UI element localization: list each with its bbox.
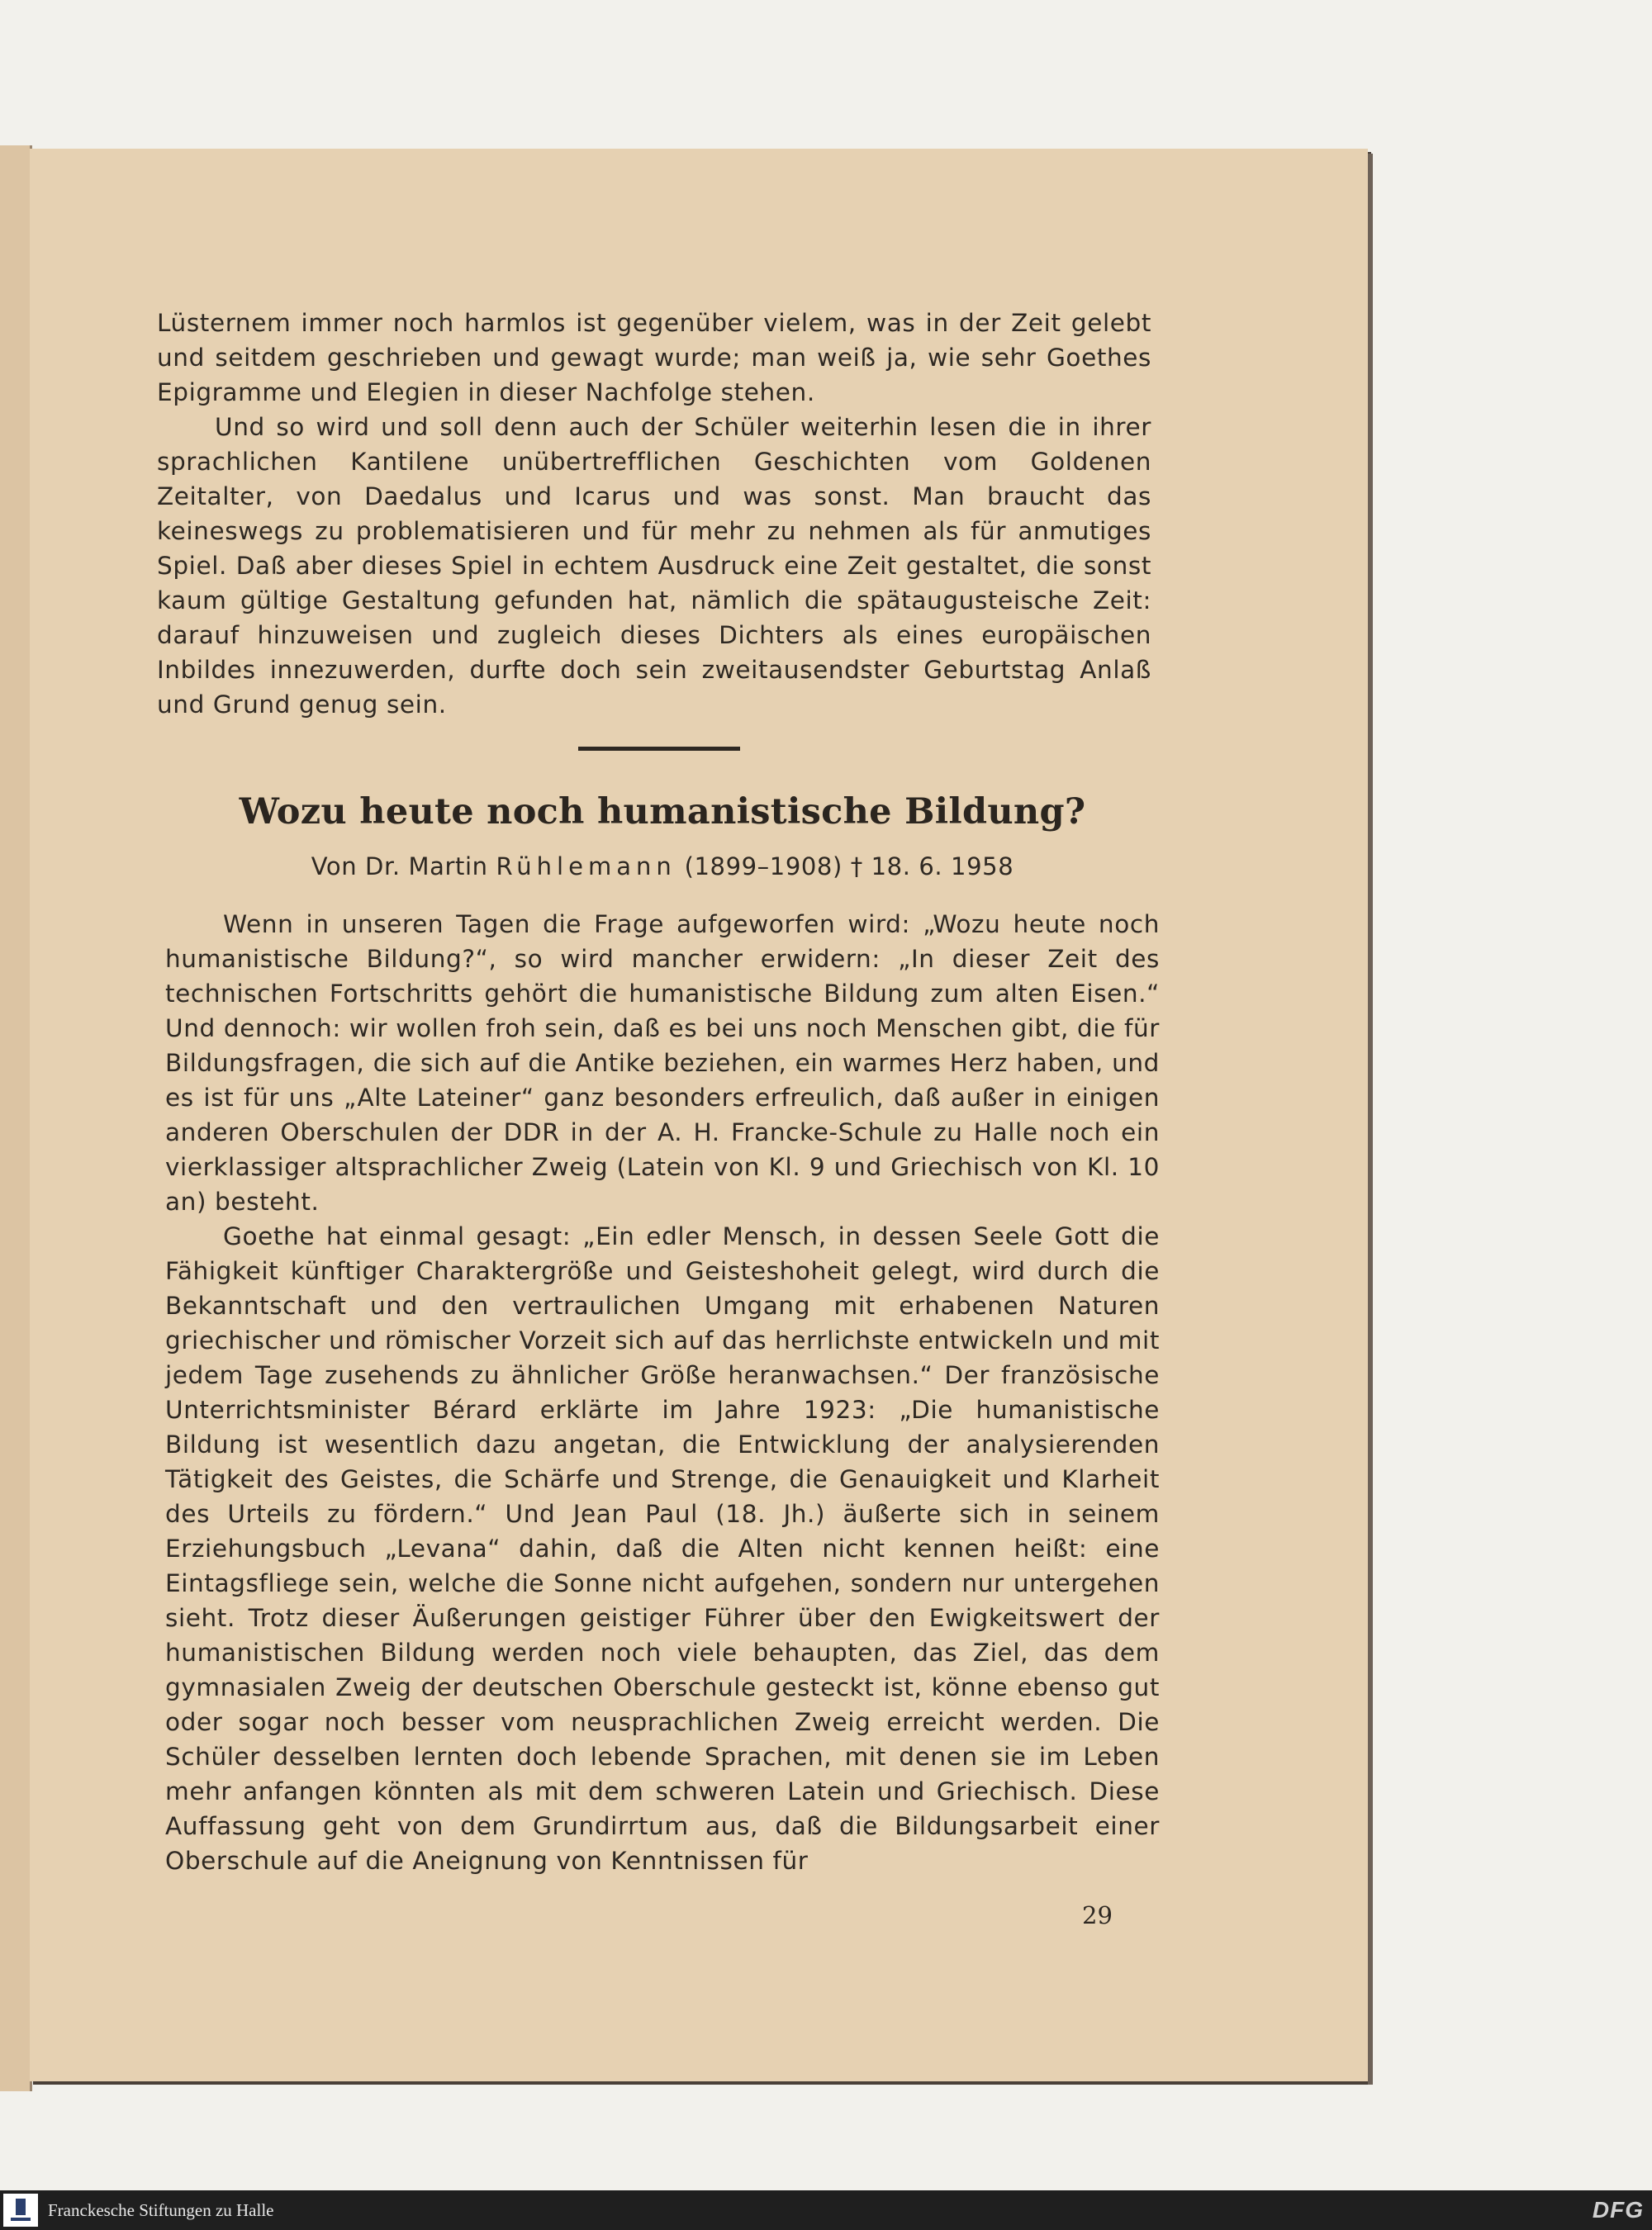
byline-surname: Rühlemann	[496, 852, 676, 880]
article-title: Wozu heute noch humanistische Bildung?	[239, 791, 1086, 833]
facing-page-edge	[0, 145, 32, 2091]
byline-suffix: (1899–1908) † 18. 6. 1958	[684, 852, 1014, 880]
viewer-footer-bar	[0, 2190, 1652, 2230]
page-edge-shadow	[1368, 154, 1373, 2085]
paragraph: Wenn in unseren Tagen die Frage aufgeworfen wird: „Wozu heute noch humanistische Bildung?“, so wird mancher erwidern: „In dieser Zeit des technischen Fortschritts gehört die humanistische Bildung zum alten Eisen.“ Und dennoch: wir wollen froh sein, daß es bei uns noch Menschen gibt, die für Bildungsfragen, die sich auf die Antike beziehen, ein warmes Herz haben, und es ist für uns „Alte Lateiner“ ganz besonders erfreulich, daß außer in einigen anderen Oberschulen der DDR in der A. H. Francke-Schule zu Halle noch ein vierklassiger altsprachlicher Zweig (Latein von Kl. 9 und Griechisch von Kl. 10 an) besteht.	[165, 910, 1160, 1216]
continued-text	[157, 306, 1151, 722]
institution-name: Franckesche Stiftungen zu Halle	[48, 2200, 274, 2220]
page-number: 29	[1082, 1901, 1113, 1929]
paragraph: Und so wird und soll denn auch der Schüler weiterhin lesen die in ihrer sprachlichen Kantilene unübertrefflichen Geschichten vom Goldenen Zeitalter, von Daedalus und Icarus und was sonst. Man braucht das keineswegs zu problematisieren und für mehr zu nehmen als für anmutiges Spiel. Daß aber dieses Spiel in echtem Ausdruck eine Zeit gestaltet, die sonst kaum gültige Gestaltung gefunden hat, nämlich die spätaugusteische Zeit: darauf hinzuweisen und zugleich dieses Dichters als eines europäischen Inbildes innezuwerden, durfte doch sein zweitausendster Geburtstag Anlaß und Grund genug sein.	[157, 413, 1151, 719]
article-body	[165, 907, 1160, 1878]
institution-logo-icon	[3, 2194, 38, 2227]
paragraph: Lüsternem immer noch harmlos ist gegenüber vielem, was in der Zeit gelebt und seitdem geschrieben und gewagt wurde; man weiß ja, wie sehr Goethes Epigramme und Elegien in dieser Nachfolge stehen.	[157, 309, 1151, 406]
byline-prefix: Von Dr. Martin	[311, 852, 488, 880]
section-divider	[578, 747, 740, 751]
article-byline	[165, 852, 1160, 880]
dfg-logo: DFG	[1592, 2197, 1644, 2223]
paragraph: Goethe hat einmal gesagt: „Ein edler Mensch, in dessen Seele Gott die Fähigkeit künftiger Charaktergröße und Geisteshoheit gelegt, wird durch die Bekanntschaft und den vertraulichen Umgang mit erhabenen Naturen griechischer und römischer Vorzeit sich auf das herrlichste entwickeln und mit jedem Tage zusehends zu ähnlicher Größe heranwachsen.“ Der französische Unterrichtsminister Bérard erklärte im Jahre 1923: „Die humanistische Bildung ist wesentlich dazu angetan, die Entwicklung der analysierenden Tätigkeit des Geistes, die Schärfe und Strenge, die Genauigkeit und Klarheit des Urteils zu fördern.“ Und Jean Paul (18. Jh.) äußerte sich in seinem Erziehungsbuch „Levana“ dahin, daß die Alten nicht kennen heißt: eine Eintagsfliege sein, welche die Sonne nicht aufgehen, sondern nur untergehen sieht. Trotz dieser Äußerungen geistiger Führer über den Ewigkeitswert der humanistischen Bildung werden noch viele behaupten, das Ziel, das dem gymnasialen Zweig der deutschen Oberschule gesteckt ist, könne ebenso gut oder sogar noch besser vom neusprachlichen Zweig erreicht werden. Die Schüler desselben lernten doch lebende Sprachen, mit denen sie im Leben mehr anfangen könnten als mit dem schweren Latein und Griechisch. Diese Auffassung geht von dem Grundirrtum aus, daß die Bildungsarbeit einer Oberschule auf die Aneignung von Kenntnissen für	[165, 1222, 1160, 1875]
